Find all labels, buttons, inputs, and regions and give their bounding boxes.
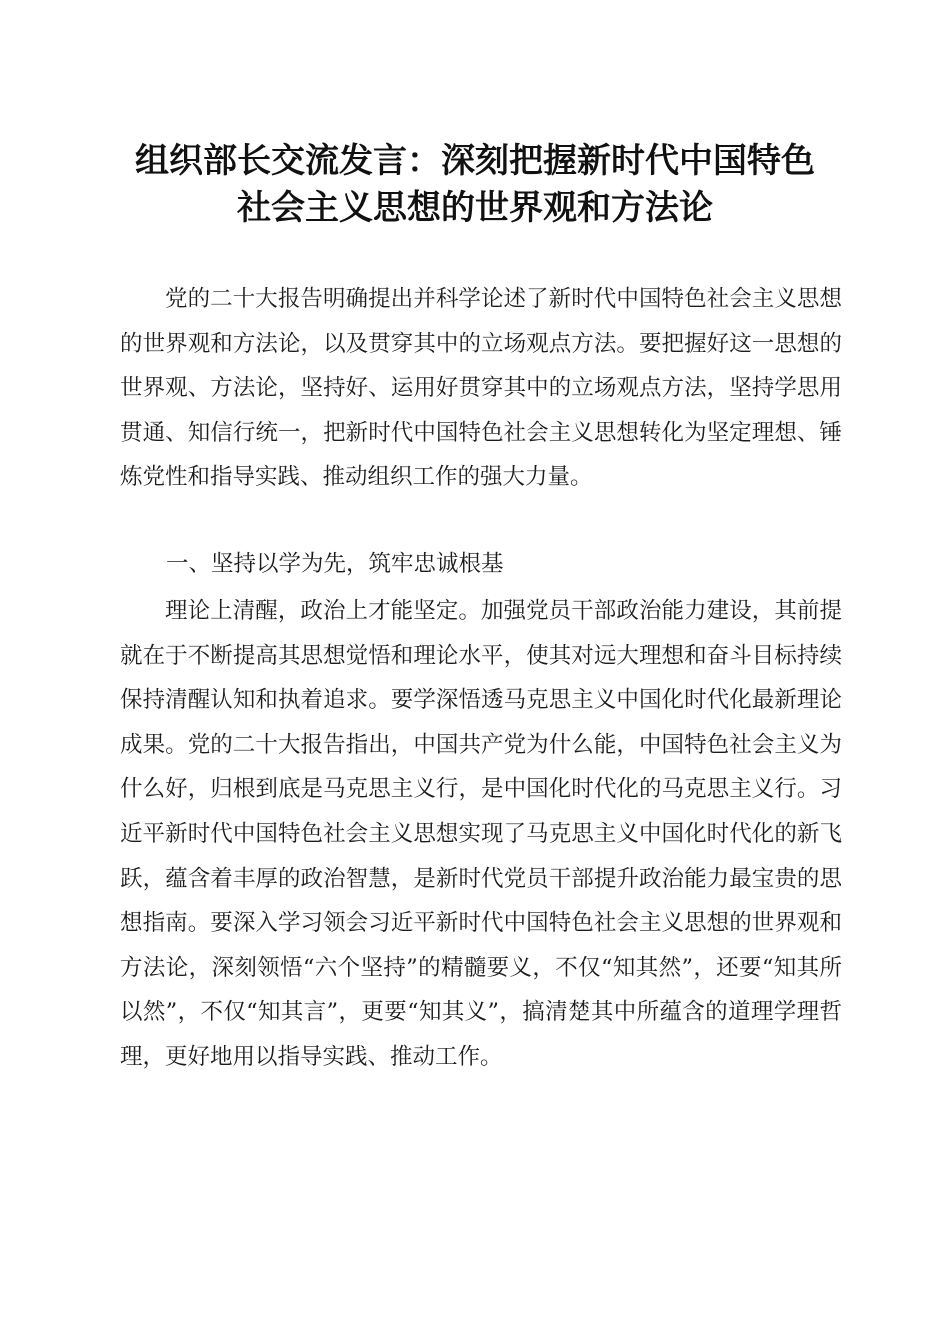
document-title-line-1: 组织部长交流发言：深刻把握新时代中国特色: [135, 141, 815, 181]
document-title-line-2: 社会主义思想的世界观和方法论: [237, 188, 713, 228]
section-1-paragraph: 理论上清醒，政治上才能坚定。加强党员干部政治能力建设，其前提就在于不断提高其思想觉悟和理论水平，使其对远大理想和奋斗目标持续保持清醒认知和执着追求。要学深悟透马克思主义中国化时代化最新理论成果。党的二十大报告指出，中国共产党为什么能，中国特色社会主义为什么好，归根到底是马克思主义行，是中国化时代化的马克思主义行。习近平新时代中国特色社会主义思想实现了马克思主义中国化时代化的新飞跃，蕴含着丰厚的政治智慧，是新时代党员干部提升政治能力最宝贵的思想指南。要深入学习领会习近平新时代中国特色社会主义思想的世界观和方法论，深刻领悟“六个坚持”的精髓要义，不仅“知其然”，还要“知其所以然”，不仅“知其言”，更要“知其义”，搞清楚其中所蕴含的道理学理哲理，更好地用以指导实践、推动工作。: [120, 598, 842, 1070]
intro-paragraph: 党的二十大报告明确提出并科学论述了新时代中国特色社会主义思想的世界观和方法论，以及贯穿其中的立场观点方法。要把握好这一思想的世界观、方法论，坚持好、运用好贯穿其中的立场观点方法，坚持学思用贯通、知信行统一，把新时代中国特色社会主义思想转化为坚定理想、锤炼党性和指导实践、推动组织工作的强大力量。: [120, 286, 842, 491]
section-heading-1: 一、坚持以学为先，筑牢忠诚根基: [166, 551, 504, 577]
